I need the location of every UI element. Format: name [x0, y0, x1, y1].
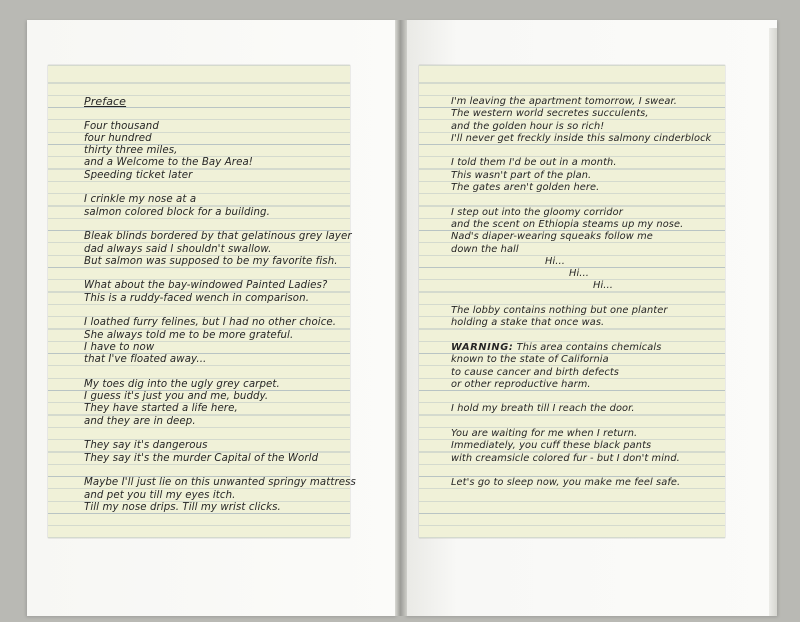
- poem-line: I hold my breath till I reach the door.: [451, 403, 635, 415]
- poem-line: holding a stake that once was.: [451, 317, 605, 329]
- poem-line: They say it's dangerous: [84, 440, 208, 452]
- poem-line: You are waiting for me when I return.: [451, 428, 638, 440]
- poem-line: I told them I'd be out in a month.: [451, 157, 617, 169]
- poem-line: She always told me to be more grateful.: [84, 329, 294, 341]
- warning-label: WARNING:: [451, 341, 514, 353]
- poem-line: This is a ruddy-faced wench in comparison.: [84, 292, 310, 304]
- poem-line: Till my nose drips. Till my wrist clicks.: [84, 501, 281, 513]
- poem-title: Preface: [84, 95, 127, 108]
- poem-line: I step out into the gloomy corridor: [451, 206, 623, 218]
- poem-line: I loathed furry felines, but I had no other choice.: [84, 317, 337, 329]
- poem-line: down the hall: [451, 243, 519, 255]
- poem-line: or other reproductive harm.: [451, 378, 591, 390]
- poem-line: The western world secretes succulents,: [451, 108, 649, 120]
- poem-line-hi: Hi...: [569, 268, 589, 280]
- poem-line: to cause cancer and birth defects: [451, 366, 619, 378]
- poem-line: I'll never get freckly inside this salmony cinderblock: [451, 132, 712, 144]
- poem-line: They say it's the murder Capital of the World: [84, 452, 319, 464]
- poem-line: The gates aren't golden here.: [451, 182, 600, 194]
- poem-line: and the golden hour is so rich!: [451, 120, 605, 132]
- booklet-gutter: [395, 20, 407, 616]
- poem-line: and pet you till my eyes itch.: [84, 489, 236, 501]
- left-poem-text: [84, 96, 356, 514]
- poem-line: Immediately, you cuff these black pants: [451, 440, 652, 452]
- poem-line: and the scent on Ethiopia steams up my nose.: [451, 218, 684, 230]
- poem-line: thirty three miles,: [84, 145, 178, 157]
- poem-line: I guess it's just you and me, buddy.: [84, 391, 269, 403]
- warning-line: [451, 342, 711, 354]
- poem-line: I'm leaving the apartment tomorrow, I swear.: [451, 96, 677, 107]
- warning-text: This area contains chemicals: [516, 341, 662, 353]
- poem-line: with creamsicle colored fur - but I don't mind.: [451, 452, 680, 464]
- poem-line: and a Welcome to the Bay Area!: [84, 157, 253, 169]
- poem-line: that I've floated away...: [84, 354, 207, 366]
- poem-line-hi: Hi...: [545, 255, 565, 267]
- poem-line: What about the bay-windowed Painted Ladies?: [84, 280, 328, 292]
- poem-line: Four thousand: [84, 120, 159, 132]
- poem-line: This wasn't part of the plan.: [451, 169, 592, 181]
- poem-line: Let's go to sleep now, you make me feel safe.: [451, 477, 681, 489]
- poem-line: Speeding ticket later: [84, 169, 193, 181]
- poem-line: My toes dig into the ugly grey carpet.: [84, 378, 280, 390]
- poem-line: Maybe I'll just lie on this unwanted springy mattress: [84, 477, 356, 489]
- poem-line: The lobby contains nothing but one planter: [451, 305, 668, 317]
- right-poem-text: [451, 96, 711, 490]
- page-edge: [769, 28, 777, 616]
- poem-line: salmon colored block for a building.: [84, 206, 270, 218]
- poem-line: known to the state of California: [451, 354, 609, 366]
- poem-line: I crinkle my nose at a: [84, 194, 197, 206]
- poem-line-hi: Hi...: [593, 280, 613, 292]
- poem-line: I have to now: [84, 341, 155, 353]
- poem-line: four hundred: [84, 132, 152, 144]
- poem-line: and they are in deep.: [84, 415, 196, 427]
- poem-line: They have started a life here,: [84, 403, 238, 415]
- poem-line: dad always said I shouldn't swallow.: [84, 243, 272, 255]
- poem-line: But salmon was supposed to be my favorite fish.: [84, 255, 338, 267]
- poem-line: Bleak blinds bordered by that gelatinous grey layer: [84, 231, 352, 243]
- poem-line: Nad's diaper-wearing squeaks follow me: [451, 231, 653, 243]
